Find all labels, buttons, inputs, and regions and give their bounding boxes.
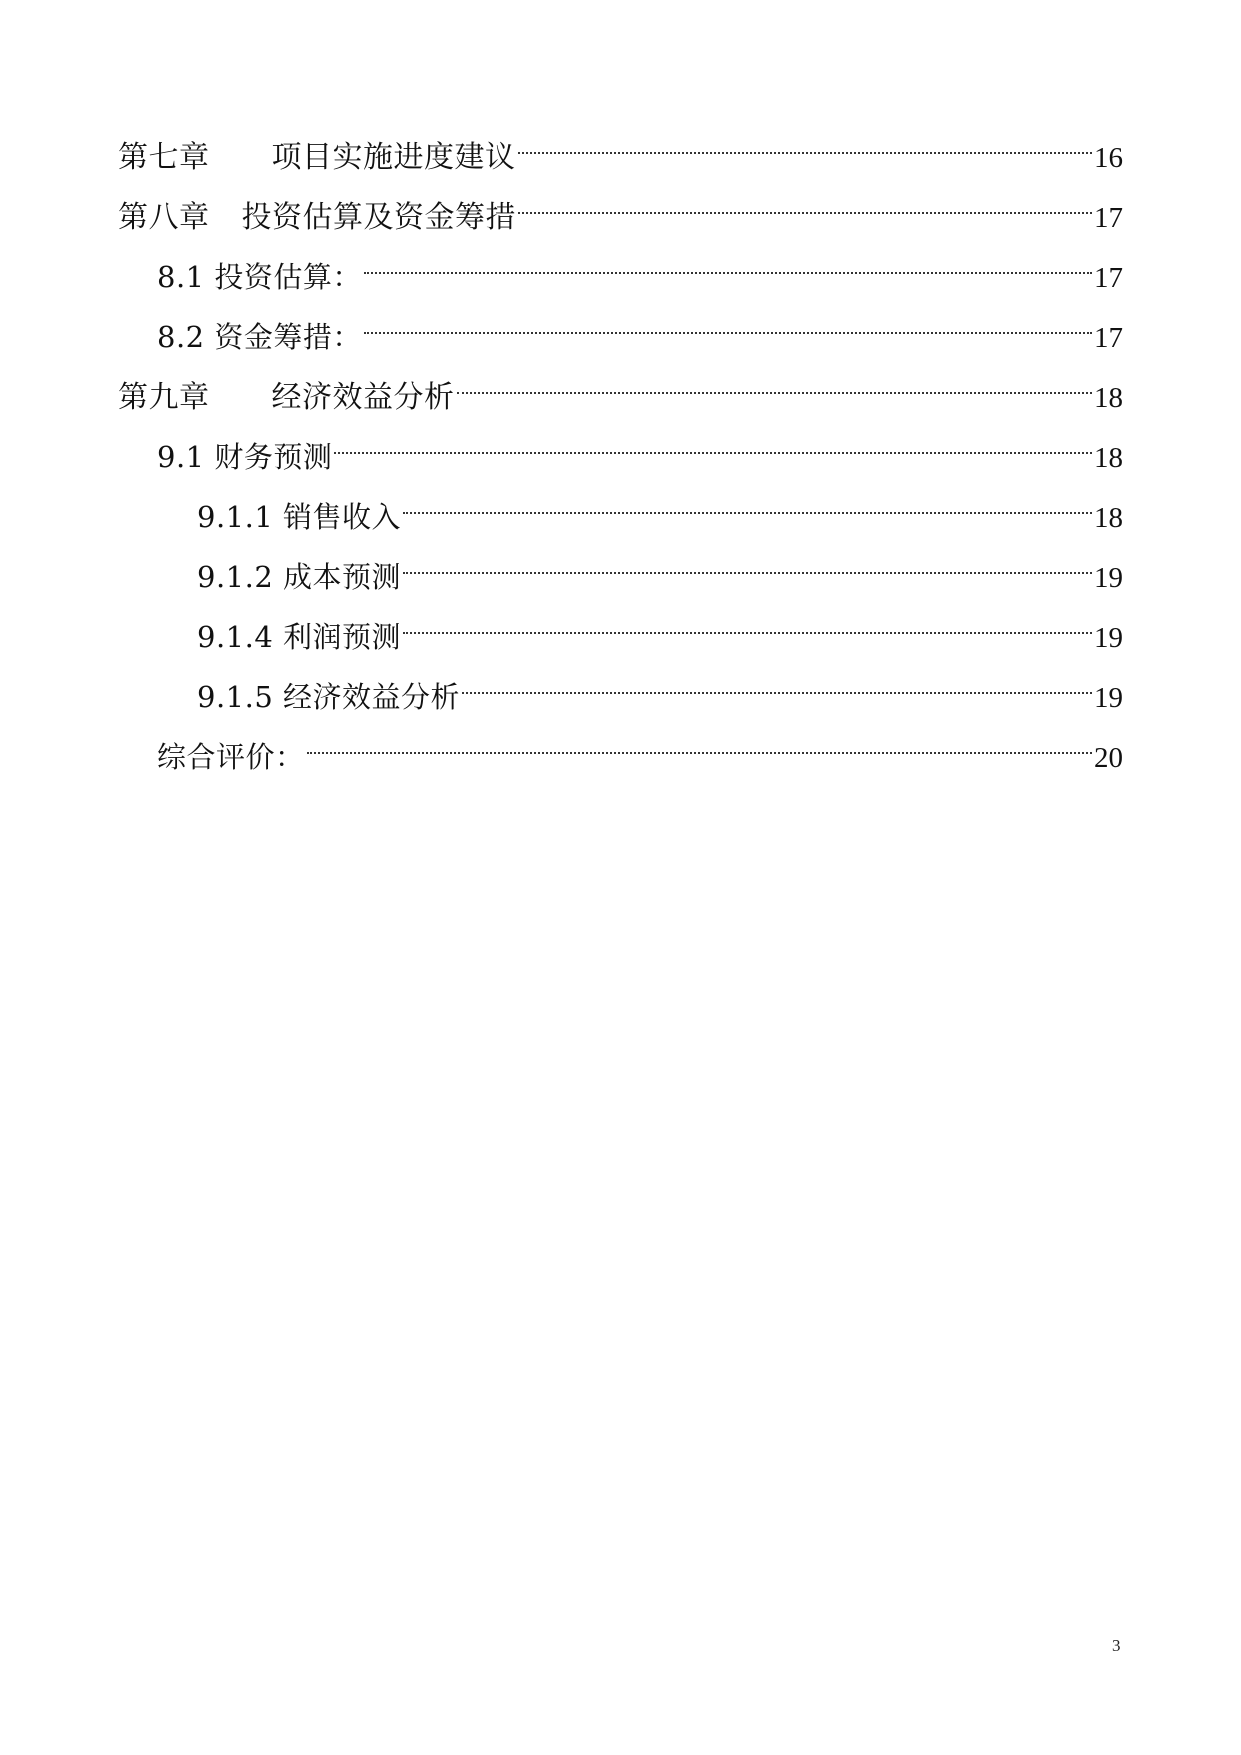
toc-entry-title: 9.1.4 利润预测: [197, 620, 402, 654]
toc-entry-9-1-4[interactable]: [197, 597, 1123, 654]
toc-page-number: 20: [1094, 742, 1123, 774]
toc-entry-9-1-2[interactable]: [197, 537, 1123, 594]
toc-page-number: 18: [1094, 382, 1123, 414]
toc-entry-title: 经济效益分析: [271, 380, 455, 415]
toc-page-number: 19: [1094, 682, 1123, 714]
toc-entry-9-1[interactable]: [157, 417, 1123, 474]
toc-entry-title: 综合评价：: [157, 740, 305, 774]
toc-page-number: 17: [1094, 262, 1123, 294]
toc-entry-summary[interactable]: [157, 717, 1123, 774]
toc-page-number: 18: [1094, 442, 1123, 474]
footer-page-number: 3: [1112, 1636, 1121, 1655]
toc-dot-leader: [403, 537, 1092, 587]
toc-dot-leader: [457, 357, 1093, 407]
toc-dot-leader: [364, 297, 1092, 347]
toc-dot-leader: [307, 717, 1092, 767]
toc-dot-leader: [364, 237, 1092, 287]
toc-dot-leader: [403, 477, 1092, 527]
toc-entry-title: 投资估算及资金筹措: [241, 200, 516, 235]
toc-entry-chapter-number: 第八章: [118, 200, 210, 235]
toc-entry-title: 8.2 资金筹措：: [157, 320, 362, 354]
toc-entry-9-1-1[interactable]: [197, 477, 1123, 534]
toc-page-number: 19: [1094, 562, 1123, 594]
toc-page-number: 17: [1094, 202, 1123, 234]
toc-entry-9-1-5[interactable]: [197, 657, 1123, 714]
toc-dot-leader: [518, 177, 1092, 227]
toc-page-number: 17: [1094, 322, 1123, 354]
toc-entry-chapter-9[interactable]: [118, 357, 1123, 415]
toc-entry-title: 9.1.2 成本预测: [197, 560, 402, 594]
toc-dot-leader: [462, 657, 1092, 707]
toc-entry-8-2[interactable]: [157, 297, 1123, 354]
toc-entry-title: 9.1.1 销售收入: [197, 500, 402, 534]
toc-entry-chapter-number: 第七章: [118, 140, 210, 175]
toc-dot-leader: [403, 597, 1092, 647]
toc-entry-chapter-7[interactable]: [118, 117, 1123, 175]
toc-dot-leader: [334, 417, 1092, 467]
toc-entry-title: 9.1.5 经济效益分析: [197, 680, 461, 714]
toc-entry-title: 8.1 投资估算：: [157, 260, 362, 294]
toc-page-number: 16: [1094, 142, 1123, 174]
toc-entry-chapter-number: 第九章: [118, 380, 210, 415]
toc-dot-leader: [518, 117, 1093, 167]
toc-entry-title: 9.1 财务预测: [157, 440, 333, 474]
toc-entry-chapter-8[interactable]: [118, 177, 1123, 235]
toc-page-number: 19: [1094, 622, 1123, 654]
toc-entry-title: 项目实施进度建议: [271, 140, 516, 175]
toc-page-number: 18: [1094, 502, 1123, 534]
toc-entry-8-1[interactable]: [157, 237, 1123, 294]
